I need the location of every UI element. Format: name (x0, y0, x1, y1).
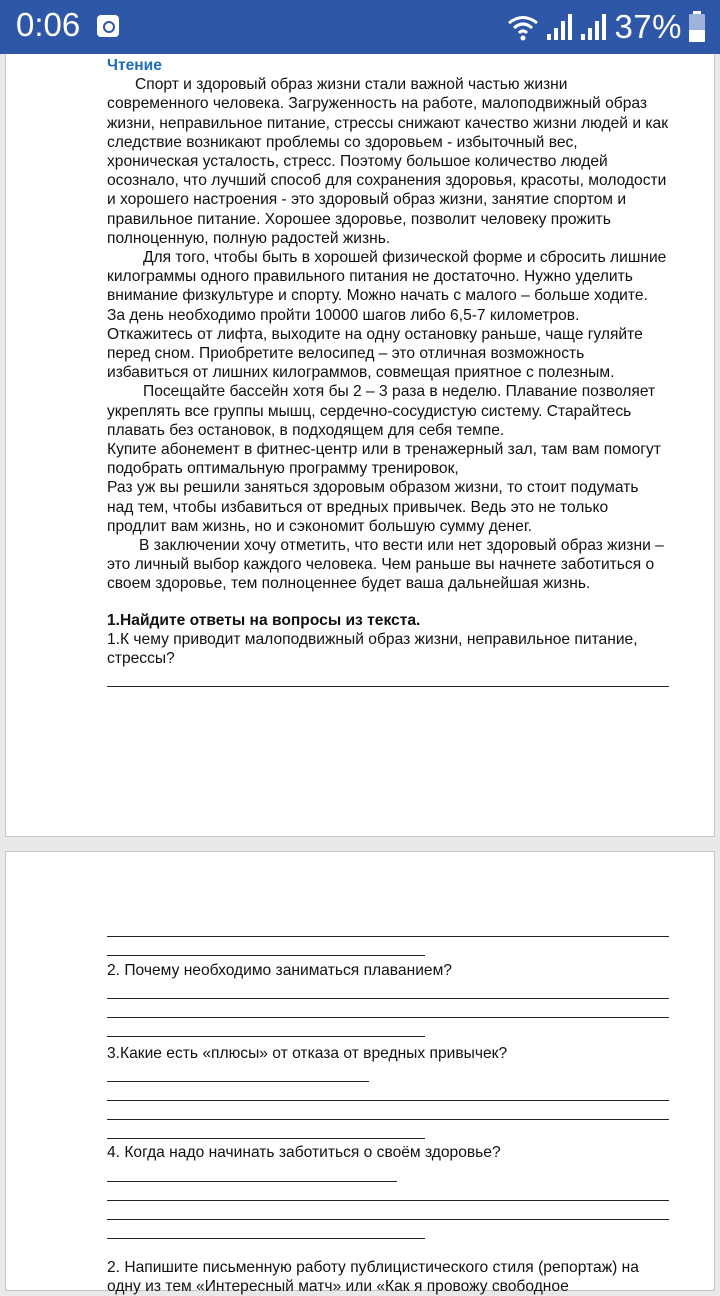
answer-line[interactable] (107, 999, 669, 1018)
answer-line[interactable] (107, 937, 425, 956)
question-3: 3.Какие есть «плюсы» от отказа от вредных привычек? (107, 1045, 508, 1063)
question-2: 2. Почему необходимо заниматься плаванием? (107, 962, 452, 979)
battery-icon (688, 11, 706, 43)
answer-line[interactable] (107, 668, 669, 687)
answer-line[interactable] (107, 918, 669, 937)
paragraph: В заключении хочу отметить, что вести или нет здоровый образ жизни – это личный выбор каждого человека. Чем раньше вы начнете заботиться о своем здоровье, тем полноценнее будет ваша дальнейшая жизнь. (107, 537, 664, 593)
question-4: 4. Когда надо начинать заботиться о своём здоровье? (107, 1144, 501, 1162)
status-time: 0:06 (16, 6, 81, 43)
task-2: 2. Напишите письменную работу публицистического стиля (репортаж) на одну из тем «Интересный матч» или «Как я провожу свободное (107, 1258, 639, 1295)
answer-line[interactable] (107, 1220, 425, 1239)
app-notification-icon (97, 15, 119, 37)
paragraph: Посещайте бассейн хотя бы 2 – 3 раза в неделю. Плавание позволяет укреплять все группы мышц, сердечно-сосудистую систему. Старайтесь плавать без остановок, в подходящем для себя темпе. (107, 383, 656, 439)
answer-line[interactable] (107, 1182, 669, 1201)
page-2-content (107, 918, 669, 1296)
status-icons (506, 6, 706, 48)
answer-line[interactable] (107, 1163, 397, 1182)
signal-icon (546, 12, 574, 42)
answer-line[interactable] (107, 1063, 369, 1082)
paragraph: Раз уж вы решили заняться здоровым образом жизни, то стоит подумать над тем, чтобы избавиться от вредных привычек. Ведь это не только продлит вам жизнь, но и сэкономит большую сумму денег. (107, 479, 639, 535)
battery-percent: 37% (614, 8, 682, 45)
signal-icon (580, 12, 608, 42)
section-heading: Чтение (107, 57, 162, 74)
answer-line[interactable] (107, 980, 669, 999)
answer-line[interactable] (107, 1082, 669, 1101)
answer-line[interactable] (107, 1201, 669, 1220)
status-bar (0, 0, 720, 54)
page-1-content (107, 56, 669, 687)
paragraph: Купите абонемент в фитнес-центр или в тренажерный зал, там вам помогут подобрать оптимальную программу тренировок, (107, 441, 661, 478)
spacer (107, 594, 669, 611)
paragraph: Для того, чтобы быть в хорошей физической форме и сбросить лишние килограммы одного правильного питания не достаточно. Нужно уделить внимание физкультуре и спорту. Можно начать с малого – больше ходите. За день необходимо пройти 10000 шагов либо 6,5-7 километров. Откажитесь от лифта, выходите на одну остановку раньше, чаще гуляйте перед сном. Приобретите велосипед – это отличная возможность избавиться от лишних килограммов, совмещая приятное с полезным. (107, 249, 667, 382)
answer-line[interactable] (107, 1101, 669, 1120)
task-1-title: 1.Найдите ответы на вопросы из текста. (107, 611, 421, 629)
answer-line[interactable] (107, 1018, 425, 1037)
document-page-1[interactable] (5, 54, 715, 837)
answer-line[interactable] (107, 1120, 425, 1139)
question-1: 1.К чему приводит малоподвижный образ жизни, неправильное питание, стрессы? (107, 630, 638, 668)
wifi-icon (506, 12, 540, 42)
paragraph: Спорт и здоровый образ жизни стали важной частью жизни современного человека. Загруженность на работе, малоподвижный образ жизни, неправильное питание, стрессы снижают качество жизни людей и как следствие возникают проблемы со здоровьем - избыточный вес, хроническая усталость, стресс. Поэтому большое количество людей осознало, что лучший способ для сохранения здоровья, красоты, молодости и хорошего настроения - это здоровый образ жизни, занятие спортом и правильное питание. Хорошее здоровье, позволит человеку прожить полноценную, полную радостей жизнь. (107, 76, 669, 247)
document-page-2[interactable] (5, 851, 715, 1295)
